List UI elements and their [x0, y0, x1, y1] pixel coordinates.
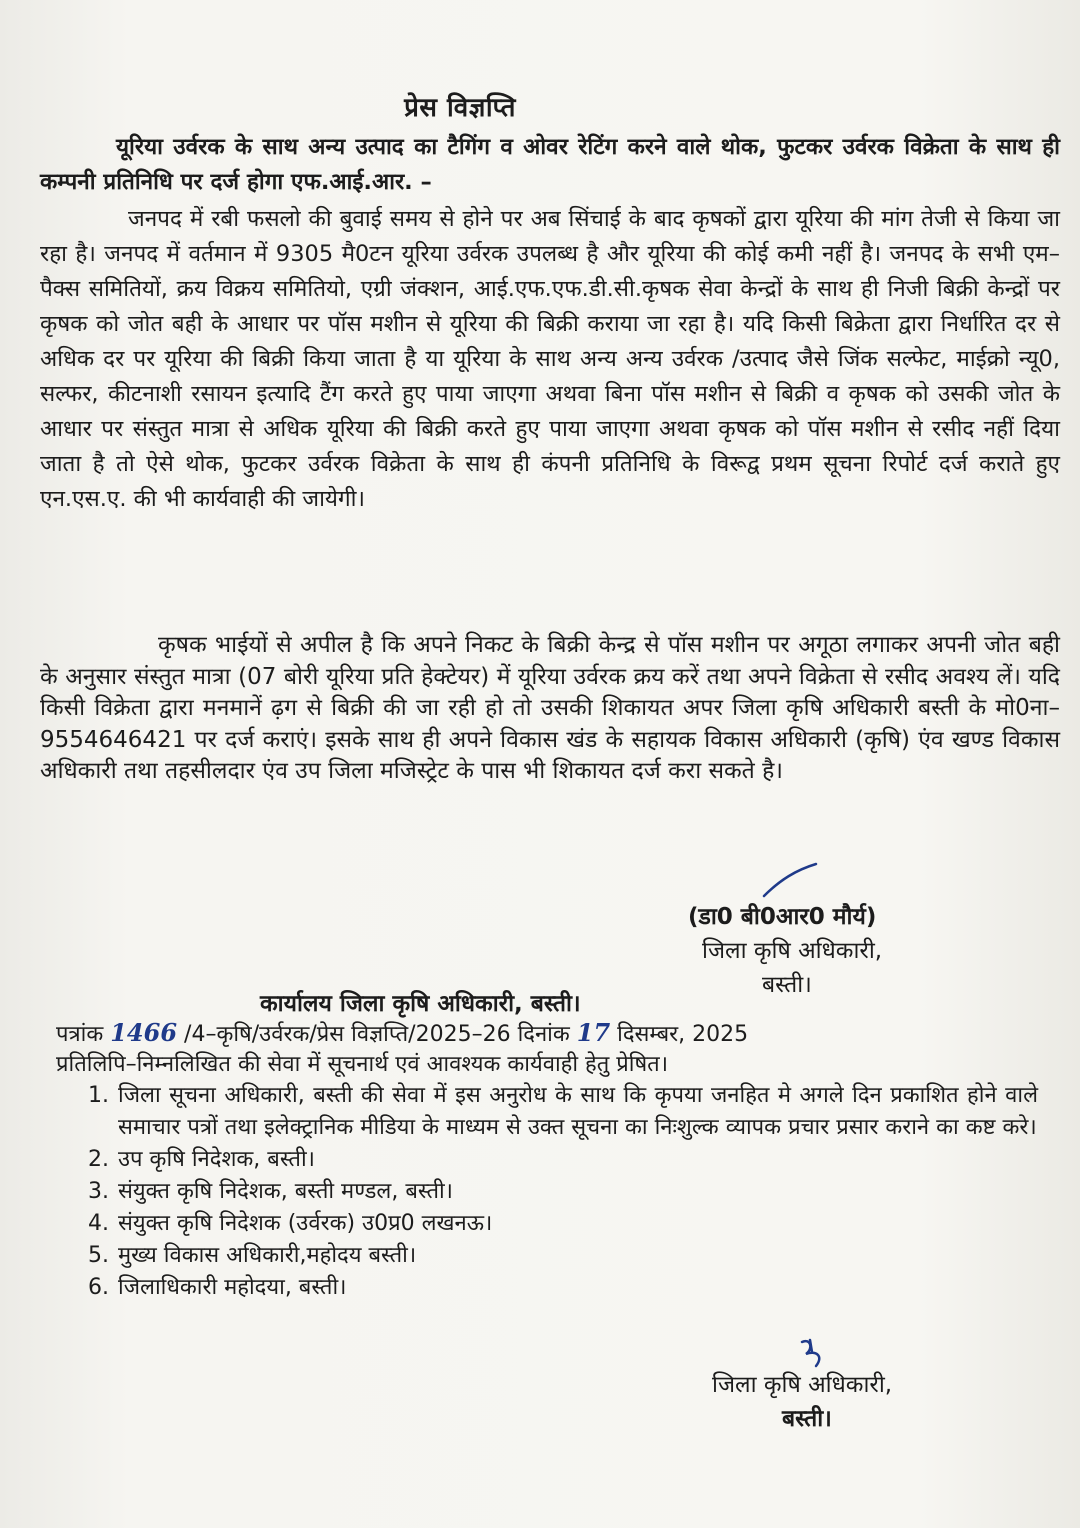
ref-month-year: दिसम्बर, 2025: [617, 1022, 749, 1047]
paragraph-2: कृषक भाईयों से अपील है कि अपने निकट के बिक्री केन्द्र से पॉस मशीन पर अगूठा लगाकर अपनी जोत बही के अनुसार संस्तुत मात्रा (07 बोरी यूरिया प्रति हेक्टेयर) में यूरिया उर्वरक क्रय करें तथा अपने विक्रेता से रसीद अवश्य लें। यदि किसी विक्रेता द्वारा मनमानें ढ़ग से बिक्री की जा रही हो तो उसकी शिकायत अपर जिला कृषि अधिकारी बस्ती के मो0ना–9554646421 पर दर्ज कराएं। इसके साथ ही अपने विकास खंड के सहायक विकास अधिकारी (कृषि) एंव खण्ड विकास अधिकारी तथा तहसीलदार एंव उप जिला मजिस्ट्रेट के पास भी शिकायत दर्ज करा सकते है।: [40, 632, 1060, 784]
list-item-number: 3.: [88, 1179, 109, 1204]
list-item-number: 1.: [88, 1083, 109, 1108]
headline: यूरिया उर्वरक के साथ अन्य उत्पाद का टैगिंग व ओवर रेटिंग करने वाले थोक, फुटकर उर्वरक विक्रेता के साथ ही कम्पनी प्रतिनिधि पर दर्ज होगा एफ.आई.आर. –: [40, 134, 1060, 195]
list-item: [88, 1272, 1038, 1304]
office-designation: जिला कृषि अधिकारी,: [712, 1372, 893, 1398]
list-item: [88, 1144, 1038, 1176]
list-item-text: जिला सूचना अधिकारी, बस्ती की सेवा में इस अनुरोध के साथ कि कृपया जनहित मे अगले दिन प्रकाशित होने वाले समाचार पत्रों तथा इलेक्ट्रानिक मीडिया के माध्यम से उक्त सूचना का निःशुल्क व्यापक प्रचार प्रसार कराने का कष्ट करे।: [118, 1083, 1038, 1140]
office-heading: कार्यालय जिला कृषि अधिकारी, बस्ती।: [260, 991, 581, 1017]
ref-number-handwritten: 1466: [110, 1018, 178, 1047]
reference-line: [56, 1018, 748, 1048]
list-item: [88, 1240, 1038, 1272]
officer-place: बस्ती।: [762, 972, 812, 998]
list-item-number: 4.: [88, 1211, 109, 1236]
ref-day-handwritten: 17: [576, 1018, 611, 1047]
officer-name: (डा0 बी0आर0 मौर्य): [688, 904, 877, 930]
list-item-text: उप कृषि निदेशक, बस्ती।: [118, 1147, 315, 1172]
title-text: प्रेस विज्ञप्ति: [404, 93, 516, 123]
page-title: [0, 88, 1080, 124]
signature-block-office: [712, 1368, 1012, 1436]
officer-designation: जिला कृषि अधिकारी,: [702, 938, 883, 964]
list-item-text: मुख्य विकास अधिकारी,महोदय बस्ती।: [118, 1243, 417, 1268]
signature-block-officer: [682, 900, 982, 1002]
signature-tick-mark: [760, 862, 820, 902]
list-item-number: 6.: [88, 1275, 109, 1300]
paragraph-1: जनपद में रबी फसलो की बुवाई समय से होने पर अब सिंचाई के बाद कृषकों द्वारा यूरिया की मांग तेजी से किया जा रहा है। जनपद में वर्तमान में 9305 मै0टन यूरिया उर्वरक उपलब्ध है और यूरिया की कोई कमी नहीं है। जनपद के सभी एम–पैक्स समितियों, क्रय विक्रय समितियो, एग्री जंक्शन, आई.एफ.एफ.डी.सी.कृषक सेवा केन्द्रों के साथ ही निजी बिक्री केन्द्रों पर कृषक को जोत बही के आधार पर पॉस मशीन से यूरिया की बिक्री कराया जा रहा है। यदि किसी बिक्रेता द्वारा निर्धारित दर से अधिक दर पर यूरिया की बिक्री किया जाता है या यूरिया के साथ अन्य अन्य उर्वरक /उत्पाद जैसे जिंक सल्फेट, माईक्रो न्यू0, सल्फर, कीटनाशी रसायन इत्यादि टैंग करते हुए पाया जाएगा अथवा बिना पॉस मशीन से बिक्री व कृषक को उसकी जोत के आधार पर संस्तुत मात्रा से अधिक यूरिया की बिक्री करते हुए पाया जाएगा अथवा कृषक को पॉस मशीन से रसीद नहीं दिया जाता है तो ऐसे थोक, फुटकर उर्वरक विक्रेता के साथ ही कंपनी प्रतिनिधि के विरूद्व प्रथम सूचना रिपोर्ट दर्ज कराते हुए एन.एस.ए. की भी कार्यवाही की जायेगी।: [40, 206, 1060, 512]
list-item-text: संयुक्त कृषि निदेशक (उर्वरक) उ0प्र0 लखनऊ।: [118, 1211, 493, 1236]
ref-path: /4–कृषि/उर्वरक/प्रेस विज्ञप्ति/2025–26 दिनांक: [184, 1022, 570, 1047]
list-item-text: संयुक्त कृषि निदेशक, बस्ती मण्डल, बस्ती।: [118, 1179, 454, 1204]
list-item: [88, 1176, 1038, 1208]
list-item-number: 5.: [88, 1243, 109, 1268]
list-item: [88, 1080, 1038, 1144]
list-item-number: 2.: [88, 1147, 109, 1172]
distribution-list: [88, 1080, 1038, 1304]
office-place: बस्ती।: [782, 1406, 832, 1432]
copy-to-line: प्रतिलिपि–निम्नलिखित की सेवा में सूचनार्थ एवं आवश्यक कार्यवाही हेतु प्रेषित।: [56, 1052, 669, 1077]
list-item-text: जिलाधिकारी महोदया, बस्ती।: [118, 1275, 347, 1300]
ref-prefix: पत्रांक: [56, 1022, 104, 1047]
list-item: [88, 1208, 1038, 1240]
